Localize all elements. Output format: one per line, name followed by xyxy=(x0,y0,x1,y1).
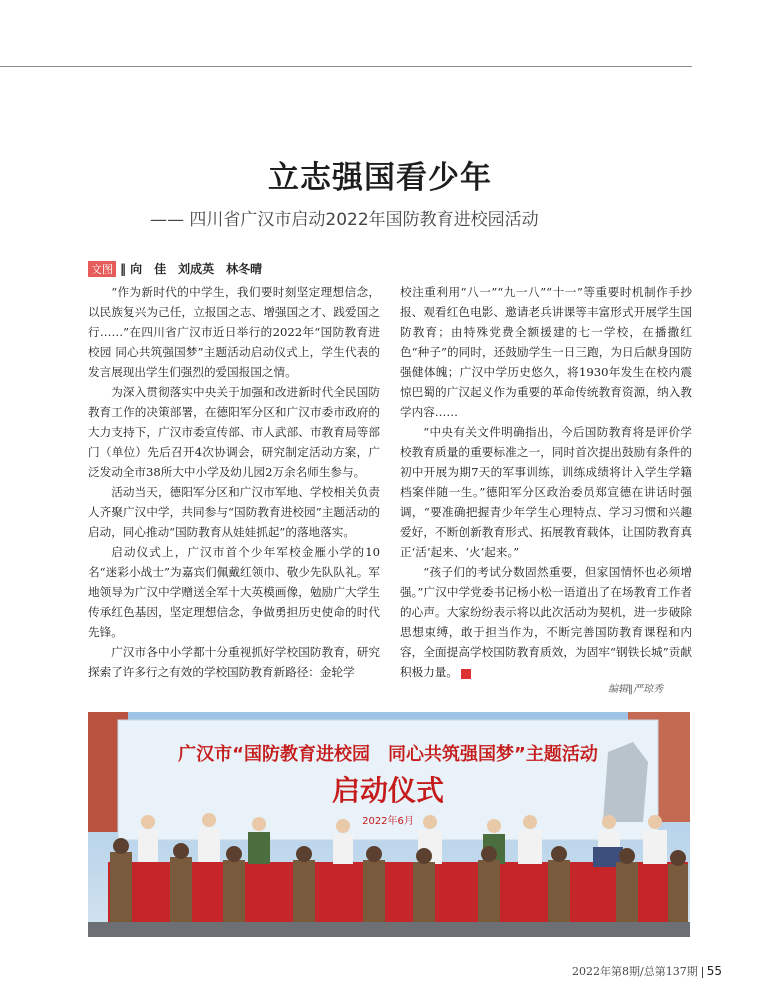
end-mark-icon: G xyxy=(461,669,471,679)
paragraph xyxy=(400,562,692,682)
paragraph: 活动当天，德阳军分区和广汉市军地、学校相关负责人齐聚广汉中学，共同参与“国防教育进校园”主题活动的启动，同心推动“国防教育从娃娃抓起”的落地落实。 xyxy=(88,485,380,539)
byline xyxy=(88,260,262,277)
banner-line1: 广汉市“国防教育进校园 同心共筑强国梦”主题活动 xyxy=(178,744,598,765)
event-photo xyxy=(88,712,690,937)
column-right xyxy=(400,282,692,682)
column-left xyxy=(88,282,380,682)
event-photo-illustration xyxy=(88,712,690,937)
top-rule xyxy=(0,66,692,67)
article-subtitle: —— 四川省广汉市启动2022年国防教育进校园活动 xyxy=(150,210,539,230)
issue-info: 2022年第8期/总第137期 xyxy=(572,965,698,978)
page-footer xyxy=(572,963,722,979)
page-number: 55 xyxy=(706,964,722,978)
paragraph: “作为新时代的中学生，我们要时刻坚定理想信念，以民族复兴为己任，立报国之志、增强国之才、践爱国之行……”在四川省广汉市近日举行的2022年“国防教育进校园 同心共筑强国梦”主题活动启动仪式上，学生代表的发言展现出学生们强烈的爱国报国之情。 xyxy=(88,285,380,379)
paragraph: 广汉市各中小学都十分重视抓好学校国防教育，研究探索了许多行之有效的学校国防教育新路径：金轮学 xyxy=(88,645,380,679)
paragraph-continued: 校注重利用“八一”“九一八”“十一”等重要时机制作手抄报、观看红色电影、邀请老兵讲课等丰富形式开展学生国防教育；由特殊党费全额援建的七一学校，在播撒红色“种子”的同时，还鼓励学生一日三跑，为日后献身国防强健体魄；广汉中学历史悠久，将1930年发生在校内震惊巴蜀的广汉起义作为重要的革命传统教育资源，纳入教学内容…… xyxy=(400,285,692,419)
footer-divider xyxy=(702,967,703,978)
paragraph-text: “孩子们的考试分数固然重要，但家国情怀也必须增强。”广汉中学党委书记杨小松一语道出了在场教育工作者的心声。大家纷纷表示将以此次活动为契机，进一步破除思想束缚，敢于担当作为，不断完善国防教育课程和内容，全面提高学校国防教育质效，为固牢“钢铁长城”贡献积极力量。 xyxy=(400,565,692,679)
paragraph: 为深入贯彻落实中央关于加强和改进新时代全民国防教育工作的决策部署，在德阳军分区和广汉市委市政府的大力支持下，广汉市委宣传部、市人武部、市教育局等部门（单位）先后召开4次协调会，研究制定活动方案，广泛发动全市38所大中小学及幼儿园2万余名师生参与。 xyxy=(88,385,380,479)
banner-line2: 启动仪式 xyxy=(331,774,445,807)
banner-date: 2022年6月 xyxy=(362,816,414,827)
byline-tag: 文图 xyxy=(88,261,116,277)
byline-authors: ‖ 向 佳 刘成英 林冬晴 xyxy=(120,262,263,276)
paragraph: “中央有关文件明确指出，今后国防教育将是评价学校教育质量的重要标准之一，同时首次提出鼓励有条件的初中开展为期7天的军事训练，训练成绩将计入学生学籍档案伴随一生。”德阳军分区政治委员郑宣德在讲话时强调，“要准确把握青少年学生心理特点、学习习惯和兴趣爱好，不断创新教育形式、拓展教育载体，让国防教育真正‘活’起来、‘火’起来。” xyxy=(400,425,692,559)
paragraph: 启动仪式上，广汉市首个少年军校金雁小学的10名“迷彩小战士”为嘉宾们佩戴红领巾、敬少先队队礼。军地领导为广汉中学赠送全军十大英模画像，勉励广大学生传承红色基因，坚定理想信念，争做勇担历史使命的时代先锋。 xyxy=(88,545,380,639)
editor-credit: 编辑‖严琼秀 xyxy=(608,684,663,695)
article-title: 立志强国看少年 xyxy=(268,160,492,196)
